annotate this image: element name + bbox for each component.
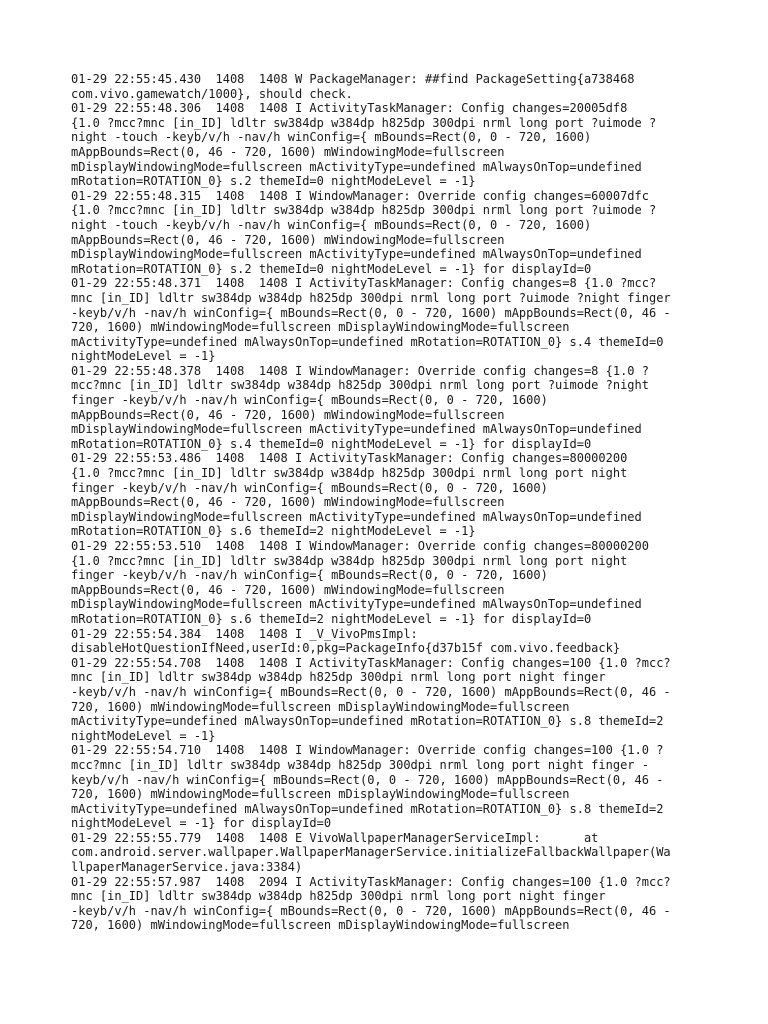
log-line: 01-29 22:55:48.315 1408 1408 I WindowManager: Override config changes=60007dfc bbox=[71, 188, 649, 203]
log-line: com.vivo.gamewatch/1000}, should check. bbox=[71, 86, 353, 101]
log-line: mnc [in_ID] ldltr sw384dp w384dp h825dp 300dpi nrml long port night finger bbox=[71, 889, 606, 904]
log-line: {1.0 ?mcc?mnc [in_ID] ldltr sw384dp w384dp h825dp 300dpi nrml long port ?uimode ? bbox=[71, 203, 657, 218]
log-line: 01-29 22:55:54.710 1408 1408 I WindowManager: Override config changes=100 {1.0 ? bbox=[71, 743, 664, 758]
log-line: mActivityType=undefined mAlwaysOnTop=undefined mRotation=ROTATION_0} s.4 themeId=0 bbox=[71, 334, 664, 349]
log-line: night -touch -keyb/v/h -nav/h winConfig={ mBounds=Rect(0, 0 - 720, 1600) bbox=[71, 130, 592, 145]
log-line: mAppBounds=Rect(0, 46 - 720, 1600) mWindowingMode=fullscreen bbox=[71, 582, 505, 597]
log-line: night -touch -keyb/v/h -nav/h winConfig={ mBounds=Rect(0, 0 - 720, 1600) bbox=[71, 217, 592, 232]
log-line: mAppBounds=Rect(0, 46 - 720, 1600) mWindowingMode=fullscreen bbox=[71, 144, 505, 159]
log-line: disableHotQuestionIfNeed,userId:0,pkg=PackageInfo{d37b15f com.vivo.feedback} bbox=[71, 641, 621, 656]
log-line: finger -keyb/v/h -nav/h winConfig={ mBounds=Rect(0, 0 - 720, 1600) bbox=[71, 393, 548, 408]
log-line: llpaperManagerService.java:3384) bbox=[71, 860, 303, 875]
log-line: 01-29 22:55:57.987 1408 2094 I ActivityTaskManager: Config changes=100 {1.0 ?mcc? bbox=[71, 874, 671, 889]
log-line: mnc [in_ID] ldltr sw384dp w384dp h825dp 300dpi nrml long port ?uimode ?night finger bbox=[71, 290, 671, 305]
log-line: nightModeLevel = -1} bbox=[71, 349, 216, 364]
log-line: 01-29 22:55:48.306 1408 1408 I ActivityTaskManager: Config changes=20005df8 bbox=[71, 101, 628, 116]
log-line: -keyb/v/h -nav/h winConfig={ mBounds=Rect(0, 0 - 720, 1600) mAppBounds=Rect(0, 46 - bbox=[71, 305, 671, 320]
log-line: mDisplayWindowingMode=fullscreen mActivityType=undefined mAlwaysOnTop=undefined bbox=[71, 509, 642, 524]
log-line: {1.0 ?mcc?mnc [in_ID] ldltr sw384dp w384dp h825dp 300dpi nrml long port night bbox=[71, 466, 628, 481]
log-line: 720, 1600) mWindowingMode=fullscreen mDisplayWindowingMode=fullscreen bbox=[71, 699, 570, 714]
log-line: finger -keyb/v/h -nav/h winConfig={ mBounds=Rect(0, 0 - 720, 1600) bbox=[71, 568, 548, 583]
log-line: -keyb/v/h -nav/h winConfig={ mBounds=Rect(0, 0 - 720, 1600) mAppBounds=Rect(0, 46 - bbox=[71, 903, 671, 918]
log-line: mRotation=ROTATION_0} s.2 themeId=0 nightModeLevel = -1} for displayId=0 bbox=[71, 261, 592, 276]
log-line: mAppBounds=Rect(0, 46 - 720, 1600) mWindowingMode=fullscreen bbox=[71, 232, 505, 247]
log-line: mDisplayWindowingMode=fullscreen mActivityType=undefined mAlwaysOnTop=undefined bbox=[71, 159, 642, 174]
log-line: mAppBounds=Rect(0, 46 - 720, 1600) mWindowingMode=fullscreen bbox=[71, 407, 505, 422]
log-line: nightModeLevel = -1} bbox=[71, 728, 216, 743]
log-line: 01-29 22:55:48.371 1408 1408 I ActivityTaskManager: Config changes=8 {1.0 ?mcc? bbox=[71, 276, 657, 291]
log-line: 01-29 22:55:53.510 1408 1408 I WindowManager: Override config changes=80000200 bbox=[71, 539, 649, 553]
log-line: 01-29 22:55:53.486 1408 1408 I ActivityTaskManager: Config changes=80000200 bbox=[71, 451, 628, 466]
log-line: mcc?mnc [in_ID] ldltr sw384dp w384dp h825dp 300dpi nrml long port night finger - bbox=[71, 757, 649, 772]
log-line: mAppBounds=Rect(0, 46 - 720, 1600) mWindowingMode=fullscreen bbox=[71, 495, 505, 510]
log-line: mRotation=ROTATION_0} s.6 themeId=2 nightModeLevel = -1} for displayId=0 bbox=[71, 611, 592, 626]
log-line: 720, 1600) mWindowingMode=fullscreen mDisplayWindowingMode=fullscreen bbox=[71, 787, 570, 802]
log-line: mRotation=ROTATION_0} s.6 themeId=2 nightModeLevel = -1} bbox=[71, 524, 476, 539]
log-line: 01-29 22:55:54.384 1408 1408 I _V_VivoPmsImpl: bbox=[71, 626, 418, 641]
log-line: 01-29 22:55:45.430 1408 1408 W PackageManager: ##find PackageSetting{a738468 bbox=[71, 72, 635, 86]
log-line: finger -keyb/v/h -nav/h winConfig={ mBounds=Rect(0, 0 - 720, 1600) bbox=[71, 480, 548, 495]
log-line: nightModeLevel = -1} for displayId=0 bbox=[71, 816, 332, 831]
log-line: keyb/v/h -nav/h winConfig={ mBounds=Rect(0, 0 - 720, 1600) mAppBounds=Rect(0, 46 - bbox=[71, 772, 664, 787]
log-line: 01-29 22:55:55.779 1408 1408 E VivoWallpaperManagerServiceImpl: at bbox=[71, 830, 599, 845]
log-line: {1.0 ?mcc?mnc [in_ID] ldltr sw384dp w384dp h825dp 300dpi nrml long port night bbox=[71, 553, 628, 568]
log-line: mnc [in_ID] ldltr sw384dp w384dp h825dp 300dpi nrml long port night finger bbox=[71, 670, 606, 685]
log-line: mDisplayWindowingMode=fullscreen mActivityType=undefined mAlwaysOnTop=undefined bbox=[71, 597, 642, 612]
log-line: 01-29 22:55:48.378 1408 1408 I WindowManager: Override config changes=8 {1.0 ? bbox=[71, 363, 649, 378]
log-line: mDisplayWindowingMode=fullscreen mActivityType=undefined mAlwaysOnTop=undefined bbox=[71, 422, 642, 437]
log-line: 720, 1600) mWindowingMode=fullscreen mDisplayWindowingMode=fullscreen bbox=[71, 918, 570, 933]
log-line: 720, 1600) mWindowingMode=fullscreen mDisplayWindowingMode=fullscreen bbox=[71, 320, 570, 335]
log-line: mRotation=ROTATION_0} s.2 themeId=0 nightModeLevel = -1} bbox=[71, 174, 476, 189]
log-line: mDisplayWindowingMode=fullscreen mActivityType=undefined mAlwaysOnTop=undefined bbox=[71, 247, 642, 262]
log-line: {1.0 ?mcc?mnc [in_ID] ldltr sw384dp w384dp h825dp 300dpi nrml long port ?uimode ? bbox=[71, 115, 657, 130]
log-line: mActivityType=undefined mAlwaysOnTop=undefined mRotation=ROTATION_0} s.8 themeId=2 bbox=[71, 714, 664, 729]
log-line: -keyb/v/h -nav/h winConfig={ mBounds=Rect(0, 0 - 720, 1600) mAppBounds=Rect(0, 46 - bbox=[71, 684, 671, 699]
log-line: mActivityType=undefined mAlwaysOnTop=undefined mRotation=ROTATION_0} s.8 themeId=2 bbox=[71, 801, 664, 816]
log-line: mRotation=ROTATION_0} s.4 themeId=0 nightModeLevel = -1} for displayId=0 bbox=[71, 436, 592, 451]
log-text-block bbox=[71, 72, 711, 933]
log-line: mcc?mnc [in_ID] ldltr sw384dp w384dp h825dp 300dpi nrml long port ?uimode ?night bbox=[71, 378, 649, 393]
log-line: com.android.server.wallpaper.WallpaperManagerService.initializeFallbackWallpaper(Wa bbox=[71, 845, 671, 860]
log-line: 01-29 22:55:54.708 1408 1408 I ActivityTaskManager: Config changes=100 {1.0 ?mcc? bbox=[71, 655, 671, 670]
